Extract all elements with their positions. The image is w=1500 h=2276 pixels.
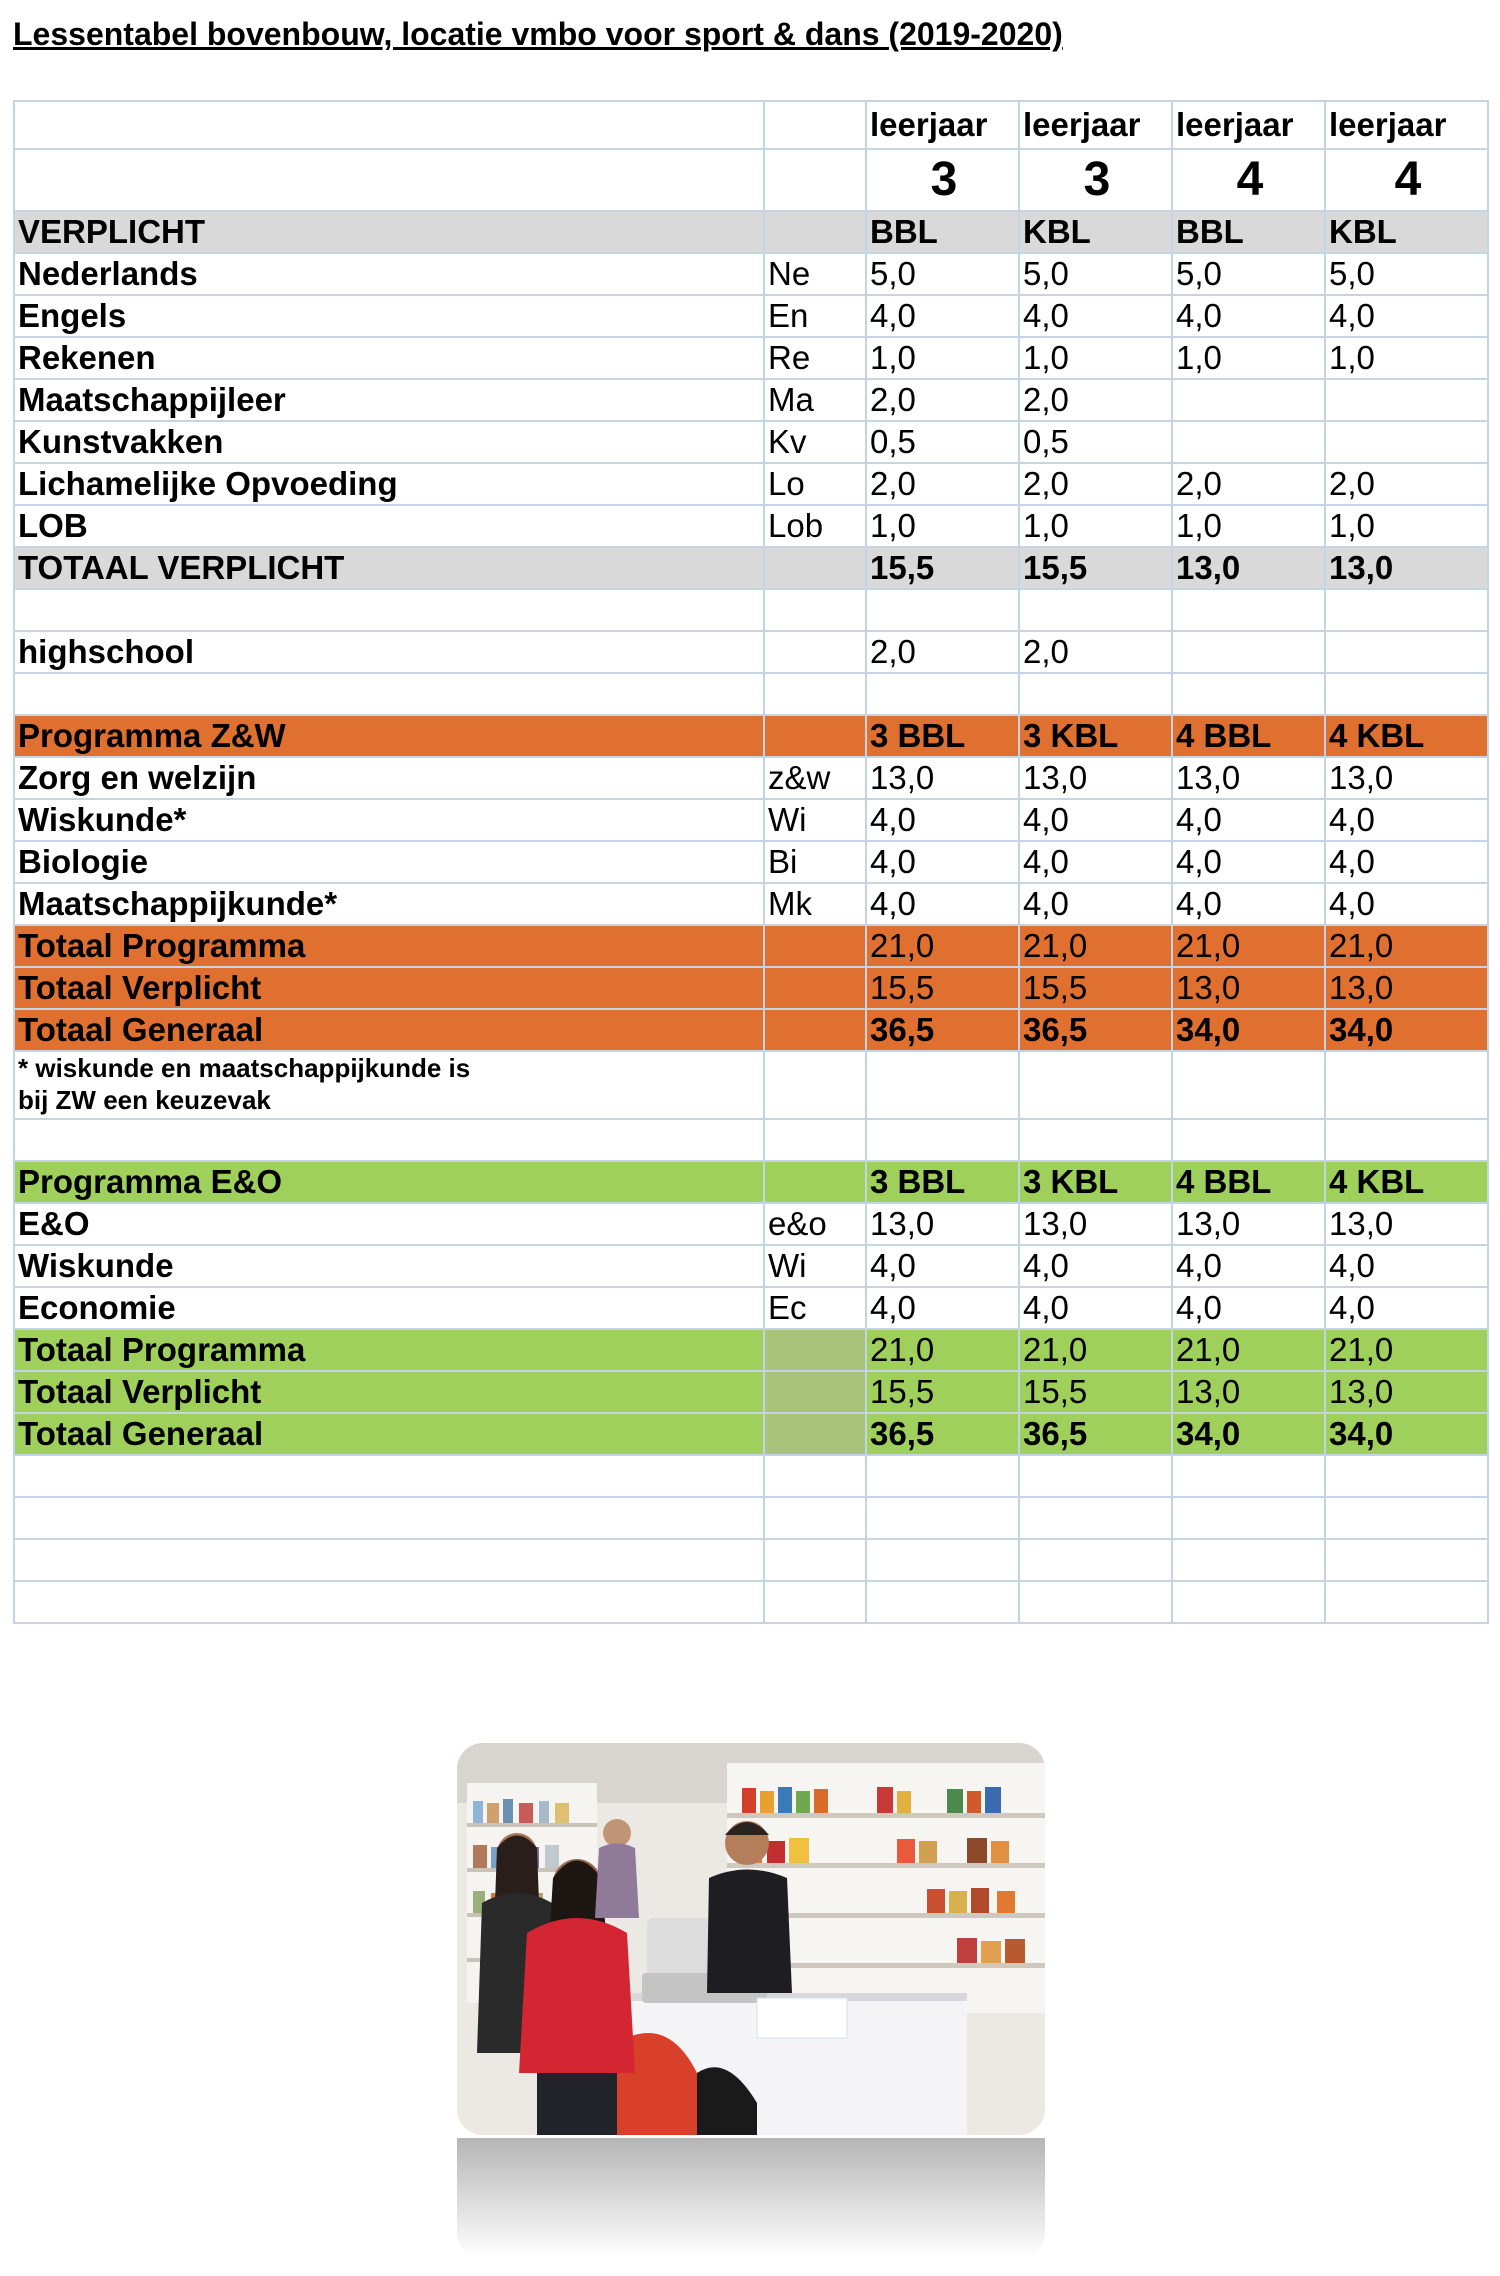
table-cell	[1172, 379, 1325, 421]
table-cell: 2,0	[1019, 463, 1172, 505]
table-cell: 4,0	[1172, 883, 1325, 925]
table-cell	[1325, 673, 1488, 715]
table-cell: 1,0	[1019, 505, 1172, 547]
photo-reflection	[457, 2138, 1045, 2258]
table-cell: leerjaar	[866, 101, 1019, 149]
table-cell: 2,0	[1019, 631, 1172, 673]
table-cell: Wi	[764, 1245, 866, 1287]
table-cell: 5,0	[1019, 253, 1172, 295]
empty-row	[14, 1581, 1488, 1623]
table-cell: 36,5	[1019, 1009, 1172, 1051]
table-cell	[866, 673, 1019, 715]
table-cell	[14, 1119, 764, 1161]
table-cell: Zorg en welzijn	[14, 757, 764, 799]
table-cell: 13,0	[1325, 547, 1488, 589]
table-cell: 36,5	[866, 1413, 1019, 1455]
header-row-leerjaar	[14, 101, 1488, 149]
table-cell: 4,0	[866, 841, 1019, 883]
table-cell	[14, 1581, 764, 1623]
table-cell: 13,0	[1172, 1203, 1325, 1245]
table-cell: 4,0	[1325, 799, 1488, 841]
table-cell	[764, 1161, 866, 1203]
table-cell: Totaal Generaal	[14, 1009, 764, 1051]
table-cell: 15,5	[1019, 967, 1172, 1009]
table-cell: Re	[764, 337, 866, 379]
table-cell: 4,0	[1325, 883, 1488, 925]
table-cell: Wi	[764, 799, 866, 841]
table-cell: 4 KBL	[1325, 715, 1488, 757]
table-cell: 13,0	[1172, 1371, 1325, 1413]
empty-row	[14, 1455, 1488, 1497]
table-row	[14, 1203, 1488, 1245]
table-cell: Lob	[764, 505, 866, 547]
table-cell: Totaal Generaal	[14, 1413, 764, 1455]
table-cell	[866, 589, 1019, 631]
table-cell: 15,5	[866, 547, 1019, 589]
table-cell	[1325, 421, 1488, 463]
table-row	[14, 1287, 1488, 1329]
table-cell: leerjaar	[1019, 101, 1172, 149]
table-cell: 2,0	[866, 463, 1019, 505]
table-cell: 1,0	[1172, 337, 1325, 379]
table-cell	[764, 589, 866, 631]
table-cell	[14, 1455, 764, 1497]
table-cell: 4,0	[1019, 1287, 1172, 1329]
total-row	[14, 1413, 1488, 1455]
table-cell: 4,0	[1019, 295, 1172, 337]
table-cell: Kv	[764, 421, 866, 463]
table-cell	[764, 1051, 866, 1119]
table-cell	[1019, 1539, 1172, 1581]
lessentabel	[13, 100, 1489, 1624]
table-cell	[14, 101, 764, 149]
table-cell: 15,5	[866, 1371, 1019, 1413]
total-row	[14, 1329, 1488, 1371]
table-cell: 2,0	[1325, 463, 1488, 505]
table-cell	[866, 1581, 1019, 1623]
total-row	[14, 1009, 1488, 1051]
table-cell	[1019, 673, 1172, 715]
table-cell	[1019, 589, 1172, 631]
table-cell: 21,0	[866, 1329, 1019, 1371]
table-cell	[866, 1119, 1019, 1161]
table-cell	[764, 715, 866, 757]
table-cell: 4,0	[1172, 1245, 1325, 1287]
table-cell	[764, 967, 866, 1009]
table-cell: 1,0	[866, 337, 1019, 379]
table-row	[14, 379, 1488, 421]
table-cell: 1,0	[1172, 505, 1325, 547]
table-cell: En	[764, 295, 866, 337]
total-row	[14, 967, 1488, 1009]
table-cell	[1325, 589, 1488, 631]
table-cell	[1325, 631, 1488, 673]
table-cell	[1172, 421, 1325, 463]
table-cell	[866, 1051, 1019, 1119]
table-cell	[764, 1497, 866, 1539]
table-cell: VERPLICHT	[14, 211, 764, 253]
table-cell: 4,0	[1172, 1287, 1325, 1329]
table-cell: Economie	[14, 1287, 764, 1329]
table-cell: Rekenen	[14, 337, 764, 379]
table-cell: 13,0	[866, 1203, 1019, 1245]
table-cell	[764, 1009, 866, 1051]
table-cell	[1019, 1455, 1172, 1497]
table-cell: 3	[1019, 149, 1172, 211]
table-cell: 1,0	[1325, 337, 1488, 379]
table-cell	[764, 1119, 866, 1161]
table-cell: 34,0	[1325, 1413, 1488, 1455]
section-header-eo	[14, 1161, 1488, 1203]
table-cell	[764, 1539, 866, 1581]
table-cell	[1325, 1455, 1488, 1497]
empty-row	[14, 1539, 1488, 1581]
table-cell: 4,0	[866, 295, 1019, 337]
table-row	[14, 253, 1488, 295]
table-cell: Nederlands	[14, 253, 764, 295]
table-row	[14, 1245, 1488, 1287]
table-cell: 13,0	[1172, 757, 1325, 799]
table-cell: 21,0	[1325, 1329, 1488, 1371]
table-cell: 4,0	[1172, 295, 1325, 337]
table-cell: 13,0	[1019, 1203, 1172, 1245]
table-cell: 1,0	[1325, 505, 1488, 547]
table-cell	[14, 1539, 764, 1581]
table-cell: 4,0	[1019, 799, 1172, 841]
table-cell: 21,0	[1172, 1329, 1325, 1371]
table-cell: 13,0	[1325, 1203, 1488, 1245]
table-cell: 5,0	[1172, 253, 1325, 295]
table-cell: 4,0	[1019, 1245, 1172, 1287]
table-cell: Kunstvakken	[14, 421, 764, 463]
table-cell: 4,0	[866, 799, 1019, 841]
table-row	[14, 463, 1488, 505]
table-cell: 4 BBL	[1172, 1161, 1325, 1203]
table-cell: 4,0	[1172, 799, 1325, 841]
table-cell	[1325, 1581, 1488, 1623]
table-cell: Ec	[764, 1287, 866, 1329]
table-cell: 4 BBL	[1172, 715, 1325, 757]
table-cell: 4,0	[866, 1245, 1019, 1287]
table-cell: 4,0	[1325, 1245, 1488, 1287]
footnote-row	[14, 1051, 1488, 1119]
table-cell	[1019, 1497, 1172, 1539]
table-cell: 1,0	[1019, 337, 1172, 379]
table-cell: 3 BBL	[866, 715, 1019, 757]
table-cell: 4	[1325, 149, 1488, 211]
table-cell: 4 KBL	[1325, 1161, 1488, 1203]
table-row	[14, 799, 1488, 841]
table-cell: 21,0	[1019, 1329, 1172, 1371]
table-cell	[14, 589, 764, 631]
total-verplicht-row	[14, 547, 1488, 589]
table-cell	[764, 631, 866, 673]
table-cell: 13,0	[1325, 1371, 1488, 1413]
table-cell: 5,0	[1325, 253, 1488, 295]
table-cell: 21,0	[1172, 925, 1325, 967]
table-cell	[1325, 1539, 1488, 1581]
table-cell: 21,0	[866, 925, 1019, 967]
table-cell: 4,0	[1019, 841, 1172, 883]
table-cell: KBL	[1325, 211, 1488, 253]
table-cell: 21,0	[1325, 925, 1488, 967]
table-cell: Totaal Verplicht	[14, 1371, 764, 1413]
table-cell: z&w	[764, 757, 866, 799]
table-cell: Totaal Programma	[14, 925, 764, 967]
table-cell	[866, 1539, 1019, 1581]
table-cell: Programma E&O	[14, 1161, 764, 1203]
photo-container	[457, 1743, 1045, 2135]
table-cell	[1019, 1119, 1172, 1161]
total-row	[14, 925, 1488, 967]
table-cell: Biologie	[14, 841, 764, 883]
table-cell: 2,0	[1019, 379, 1172, 421]
table-cell	[764, 547, 866, 589]
table-cell	[1172, 631, 1325, 673]
table-row	[14, 421, 1488, 463]
table-cell: Wiskunde	[14, 1245, 764, 1287]
header-row-year	[14, 149, 1488, 211]
table-cell: 2,0	[866, 379, 1019, 421]
table-cell: 15,5	[1019, 1371, 1172, 1413]
table-cell	[1172, 673, 1325, 715]
table-cell: 13,0	[1325, 757, 1488, 799]
table-cell: KBL	[1019, 211, 1172, 253]
table-cell	[866, 1455, 1019, 1497]
table-cell	[1019, 1581, 1172, 1623]
table-cell: 0,5	[1019, 421, 1172, 463]
table-cell	[764, 673, 866, 715]
table-cell	[1172, 1119, 1325, 1161]
highschool-row	[14, 631, 1488, 673]
students-shop-photo	[457, 1743, 1045, 2135]
table-row	[14, 883, 1488, 925]
table-cell: BBL	[1172, 211, 1325, 253]
table-cell	[1325, 379, 1488, 421]
table-cell: 13,0	[1325, 967, 1488, 1009]
table-cell: 0,5	[866, 421, 1019, 463]
table-cell: Lichamelijke Opvoeding	[14, 463, 764, 505]
table-cell: Lo	[764, 463, 866, 505]
table-cell: E&O	[14, 1203, 764, 1245]
table-row	[14, 757, 1488, 799]
table-cell: Ne	[764, 253, 866, 295]
empty-row	[14, 1497, 1488, 1539]
table-cell	[764, 1371, 866, 1413]
table-cell: 21,0	[1019, 925, 1172, 967]
table-cell: TOTAAL VERPLICHT	[14, 547, 764, 589]
table-cell: 4,0	[1325, 841, 1488, 883]
table-cell: BBL	[866, 211, 1019, 253]
table-cell: LOB	[14, 505, 764, 547]
table-cell: Engels	[14, 295, 764, 337]
table-cell	[764, 1581, 866, 1623]
table-cell	[764, 1413, 866, 1455]
footnote-text: * wiskunde en maatschappijkunde is bij ZW een keuzevak	[14, 1051, 764, 1119]
table-cell	[1172, 1455, 1325, 1497]
table-cell: Maatschappijleer	[14, 379, 764, 421]
table-cell: 13,0	[866, 757, 1019, 799]
table-cell: 3 BBL	[866, 1161, 1019, 1203]
table-cell	[1325, 1497, 1488, 1539]
table-cell	[764, 211, 866, 253]
table-cell: 15,5	[1019, 547, 1172, 589]
table-cell	[1172, 1539, 1325, 1581]
empty-row	[14, 1119, 1488, 1161]
total-row	[14, 1371, 1488, 1413]
table-cell: leerjaar	[1172, 101, 1325, 149]
table-cell	[764, 149, 866, 211]
table-cell: 4,0	[1019, 883, 1172, 925]
table-cell	[14, 1497, 764, 1539]
table-cell	[14, 149, 764, 211]
table-cell: 4,0	[1172, 841, 1325, 883]
empty-row	[14, 589, 1488, 631]
table-cell: Programma Z&W	[14, 715, 764, 757]
table-cell: Wiskunde*	[14, 799, 764, 841]
table-cell	[1325, 1051, 1488, 1119]
table-cell: 2,0	[1172, 463, 1325, 505]
table-cell: 36,5	[866, 1009, 1019, 1051]
table-row	[14, 295, 1488, 337]
document-title: Lessentabel bovenbouw, locatie vmbo voor sport & dans (2019-2020)	[13, 16, 1063, 52]
table-cell: 34,0	[1172, 1413, 1325, 1455]
section-header-verplicht	[14, 211, 1488, 253]
table-cell: 13,0	[1172, 547, 1325, 589]
table-cell	[764, 1329, 866, 1371]
table-cell: 4,0	[1325, 295, 1488, 337]
table-cell: Totaal Verplicht	[14, 967, 764, 1009]
table-row	[14, 505, 1488, 547]
table-cell: 13,0	[1019, 757, 1172, 799]
table-cell: 34,0	[1325, 1009, 1488, 1051]
table-cell: 3 KBL	[1019, 715, 1172, 757]
table-cell: leerjaar	[1325, 101, 1488, 149]
table-cell	[1172, 589, 1325, 631]
table-cell: 4,0	[866, 883, 1019, 925]
empty-row	[14, 673, 1488, 715]
table-cell	[1172, 1051, 1325, 1119]
table-cell: 3 KBL	[1019, 1161, 1172, 1203]
table-cell: 34,0	[1172, 1009, 1325, 1051]
table-cell: 13,0	[1172, 967, 1325, 1009]
table-cell: 36,5	[1019, 1413, 1172, 1455]
table-cell	[866, 1497, 1019, 1539]
table-cell	[1325, 1119, 1488, 1161]
table-cell: 1,0	[866, 505, 1019, 547]
table-cell: highschool	[14, 631, 764, 673]
table-cell: Totaal Programma	[14, 1329, 764, 1371]
table-cell: 4	[1172, 149, 1325, 211]
table-cell: 5,0	[866, 253, 1019, 295]
table-cell: 4,0	[1325, 1287, 1488, 1329]
table-row	[14, 841, 1488, 883]
table-cell	[764, 925, 866, 967]
table-cell: 4,0	[866, 1287, 1019, 1329]
table-cell: Mk	[764, 883, 866, 925]
table-cell: Maatschappijkunde*	[14, 883, 764, 925]
table-cell	[764, 101, 866, 149]
table-cell: 15,5	[866, 967, 1019, 1009]
section-header-zw	[14, 715, 1488, 757]
table-cell	[1019, 1051, 1172, 1119]
table-cell: Ma	[764, 379, 866, 421]
table-cell	[764, 1455, 866, 1497]
table-cell: Bi	[764, 841, 866, 883]
table-cell	[14, 673, 764, 715]
table-cell: 2,0	[866, 631, 1019, 673]
table-cell	[1172, 1497, 1325, 1539]
table-cell: 3	[866, 149, 1019, 211]
table-cell	[1172, 1581, 1325, 1623]
table-row	[14, 337, 1488, 379]
table-cell: e&o	[764, 1203, 866, 1245]
